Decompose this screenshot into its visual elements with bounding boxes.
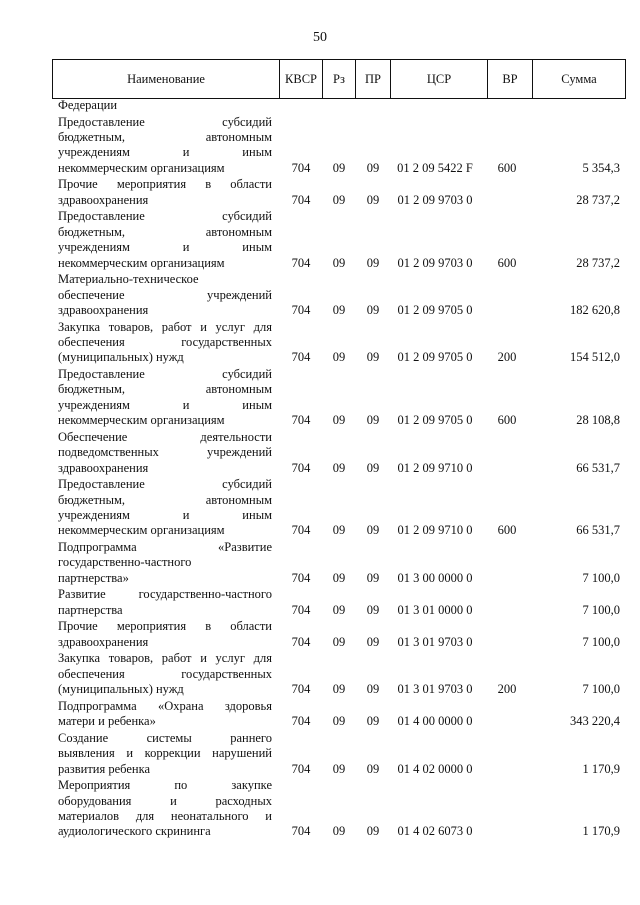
row-name-line: Предоставление субсидий [58, 114, 272, 129]
row-name-line: учреждениям и иным [58, 240, 272, 255]
row-name [58, 699, 272, 730]
row-name-line: учреждениям и иным [58, 397, 272, 412]
row-rz: 09 [332, 714, 346, 729]
row-name-line: развития ребенка [58, 761, 151, 776]
row-sum: 66 531,7 [576, 460, 620, 475]
row-sum: 66 531,7 [576, 523, 620, 538]
row-rz: 09 [332, 192, 346, 207]
table-row [0, 778, 640, 840]
row-sum: 7 100,0 [582, 682, 620, 697]
row-rz: 09 [332, 570, 346, 585]
table-row [0, 540, 640, 586]
row-csr: 01 4 02 0000 0 [397, 761, 473, 776]
column-header-sum: Сумма [533, 60, 626, 99]
row-kvsr: 704 [291, 350, 311, 365]
row-sum: 154 512,0 [570, 350, 620, 365]
row-name-line: бюджетным, автономным [58, 492, 272, 507]
row-name-line: Предоставление субсидий [58, 209, 272, 224]
table-row [0, 320, 640, 366]
row-name-line: Прочие мероприятия в области [58, 177, 272, 192]
row-sum: 7 100,0 [582, 570, 620, 585]
table-row [0, 619, 640, 650]
table-row [0, 731, 640, 777]
row-rz: 09 [332, 460, 346, 475]
row-csr: 01 2 09 9705 0 [397, 302, 473, 317]
row-name-line: обеспечения государственных [58, 335, 272, 349]
row-name-line: партнерства [58, 602, 123, 617]
row-name-line: партнерства» [58, 570, 129, 585]
column-header-name: Наименование [53, 60, 280, 99]
row-vr: 200 [497, 682, 517, 697]
row-vr: 200 [497, 350, 517, 365]
row-kvsr: 704 [291, 255, 311, 270]
row-name-line: здравоохранения [58, 192, 149, 207]
row-name-line: Развитие государственно-частного [58, 587, 272, 602]
column-header-vr: ВР [488, 60, 533, 99]
row-name-line: государственно-частного [58, 555, 192, 570]
table-row [0, 651, 640, 697]
row-pr: 09 [366, 602, 380, 617]
page-number: 50 [313, 30, 327, 45]
row-name [58, 651, 272, 697]
row-name [58, 209, 272, 271]
row-kvsr: 704 [291, 761, 311, 776]
row-name-line: некоммерческим организациям [58, 255, 225, 270]
row-name [58, 477, 272, 539]
row-kvsr: 704 [291, 302, 311, 317]
row-name-line: обеспечение учреждений [58, 287, 272, 302]
row-name [58, 430, 272, 476]
table-row [0, 115, 640, 177]
row-name-line: материалов для неонатального и [58, 809, 272, 823]
table-row [0, 98, 640, 113]
table-row [0, 699, 640, 730]
row-rz: 09 [332, 255, 346, 270]
row-csr: 01 2 09 5422 F [397, 160, 473, 175]
row-csr: 01 2 09 9703 0 [397, 192, 473, 207]
row-name [58, 619, 272, 650]
row-name-line: учреждениям и иным [58, 145, 272, 160]
row-csr: 01 3 01 9703 0 [397, 634, 473, 649]
row-sum: 5 354,3 [582, 160, 620, 175]
row-pr: 09 [366, 160, 380, 175]
row-pr: 09 [366, 350, 380, 365]
row-sum: 1 170,9 [582, 824, 620, 839]
table-row [0, 177, 640, 208]
row-pr: 09 [366, 523, 380, 538]
row-kvsr: 704 [291, 682, 311, 697]
row-pr: 09 [366, 714, 380, 729]
row-name-line: Материально-техническое [58, 272, 199, 287]
row-rz: 09 [332, 634, 346, 649]
row-name-line: выявления и коррекции нарушений [58, 746, 272, 761]
row-rz: 09 [332, 302, 346, 317]
row-csr: 01 3 00 0000 0 [397, 570, 473, 585]
row-vr: 600 [497, 255, 517, 270]
row-csr: 01 3 01 9703 0 [397, 682, 473, 697]
row-name-line: здравоохранения [58, 634, 149, 649]
row-name [58, 320, 272, 366]
row-name-line: матери и ребенка» [58, 714, 156, 729]
row-name-line: (муниципальных) нужд [58, 350, 184, 365]
row-kvsr: 704 [291, 634, 311, 649]
row-name [58, 540, 272, 586]
row-name-line: здравоохранения [58, 303, 149, 317]
row-sum: 28 737,2 [576, 192, 620, 207]
row-name [58, 367, 272, 429]
row-name [58, 587, 272, 618]
row-name [58, 731, 272, 777]
row-kvsr: 704 [291, 523, 311, 538]
table-row [0, 430, 640, 476]
row-name-line: бюджетным, автономным [58, 130, 272, 144]
row-pr: 09 [366, 824, 380, 839]
row-rz: 09 [332, 160, 346, 175]
row-name-line: некоммерческим организациям [58, 160, 225, 175]
row-pr: 09 [366, 682, 380, 697]
row-rz: 09 [332, 824, 346, 839]
row-pr: 09 [366, 255, 380, 270]
row-csr: 01 2 09 9705 0 [397, 350, 473, 365]
row-name-line: обеспечения государственных [58, 666, 272, 681]
row-kvsr: 704 [291, 460, 311, 475]
row-rz: 09 [332, 602, 346, 617]
row-rz: 09 [332, 761, 346, 776]
row-name-line: Создание системы раннего [58, 730, 272, 745]
row-sum: 182 620,8 [570, 302, 620, 317]
row-name-line: подведомственных учреждений [58, 445, 272, 460]
row-csr: 01 2 09 9705 0 [397, 413, 473, 428]
row-name-line: некоммерческим организациям [58, 523, 225, 538]
row-kvsr: 704 [291, 714, 311, 729]
row-pr: 09 [366, 570, 380, 585]
row-name [58, 115, 272, 177]
table-row [0, 272, 640, 318]
column-header-rz: Рз [323, 60, 356, 99]
row-name-line: Обеспечение деятельности [58, 429, 272, 444]
row-name-line: Мероприятия по закупке [58, 778, 272, 793]
row-sum: 343 220,4 [570, 714, 620, 729]
table-row [0, 587, 640, 618]
row-sum: 7 100,0 [582, 602, 620, 617]
row-name-line: (муниципальных) нужд [58, 682, 184, 697]
row-name [58, 98, 272, 113]
row-name-line: Предоставление субсидий [58, 367, 272, 381]
row-pr: 09 [366, 634, 380, 649]
row-csr: 01 2 09 9703 0 [397, 255, 473, 270]
row-name-line: бюджетным, автономным [58, 224, 272, 239]
row-kvsr: 704 [291, 192, 311, 207]
row-name-line: Федерации [58, 98, 118, 112]
row-sum: 28 737,2 [576, 255, 620, 270]
row-csr: 01 4 02 6073 0 [397, 824, 473, 839]
row-pr: 09 [366, 302, 380, 317]
row-kvsr: 704 [291, 160, 311, 175]
table-row [0, 209, 640, 271]
row-name-line: Закупка товаров, работ и услуг для [58, 319, 272, 334]
column-header-csr: ЦСР [391, 60, 488, 99]
table-row [0, 477, 640, 539]
row-kvsr: 704 [291, 413, 311, 428]
row-csr: 01 2 09 9710 0 [397, 523, 473, 538]
row-name [58, 272, 272, 318]
column-header-kvsr: КВСР [280, 60, 323, 99]
row-rz: 09 [332, 350, 346, 365]
row-pr: 09 [366, 192, 380, 207]
row-name-line: Подпрограмма «Развитие [58, 540, 272, 554]
row-rz: 09 [332, 413, 346, 428]
table-header [52, 59, 626, 99]
row-kvsr: 704 [291, 602, 311, 617]
row-name-line: учреждениям и иным [58, 508, 272, 522]
row-name-line: аудиологического скрининга [58, 824, 211, 839]
row-kvsr: 704 [291, 570, 311, 585]
row-rz: 09 [332, 682, 346, 697]
row-name-line: здравоохранения [58, 460, 149, 475]
row-sum: 7 100,0 [582, 634, 620, 649]
table-row [0, 367, 640, 429]
row-csr: 01 3 01 0000 0 [397, 602, 473, 617]
row-vr: 600 [497, 523, 517, 538]
column-header-pr: ПР [356, 60, 391, 99]
row-rz: 09 [332, 523, 346, 538]
row-kvsr: 704 [291, 824, 311, 839]
row-name [58, 177, 272, 208]
row-name-line: Прочие мероприятия в области [58, 619, 272, 634]
row-vr: 600 [497, 160, 517, 175]
row-name-line: Подпрограмма «Охрана здоровья [58, 698, 272, 713]
row-name [58, 778, 272, 840]
row-csr: 01 2 09 9710 0 [397, 460, 473, 475]
row-pr: 09 [366, 460, 380, 475]
row-name-line: оборудования и расходных [58, 793, 272, 808]
row-pr: 09 [366, 413, 380, 428]
row-pr: 09 [366, 761, 380, 776]
row-sum: 28 108,8 [576, 413, 620, 428]
row-sum: 1 170,9 [582, 761, 620, 776]
row-name-line: Предоставление субсидий [58, 477, 272, 492]
row-csr: 01 4 00 0000 0 [397, 714, 473, 729]
row-vr: 600 [497, 413, 517, 428]
row-name-line: бюджетным, автономным [58, 382, 272, 397]
row-name-line: некоммерческим организациям [58, 413, 225, 428]
row-name-line: Закупка товаров, работ и услуг для [58, 651, 272, 666]
